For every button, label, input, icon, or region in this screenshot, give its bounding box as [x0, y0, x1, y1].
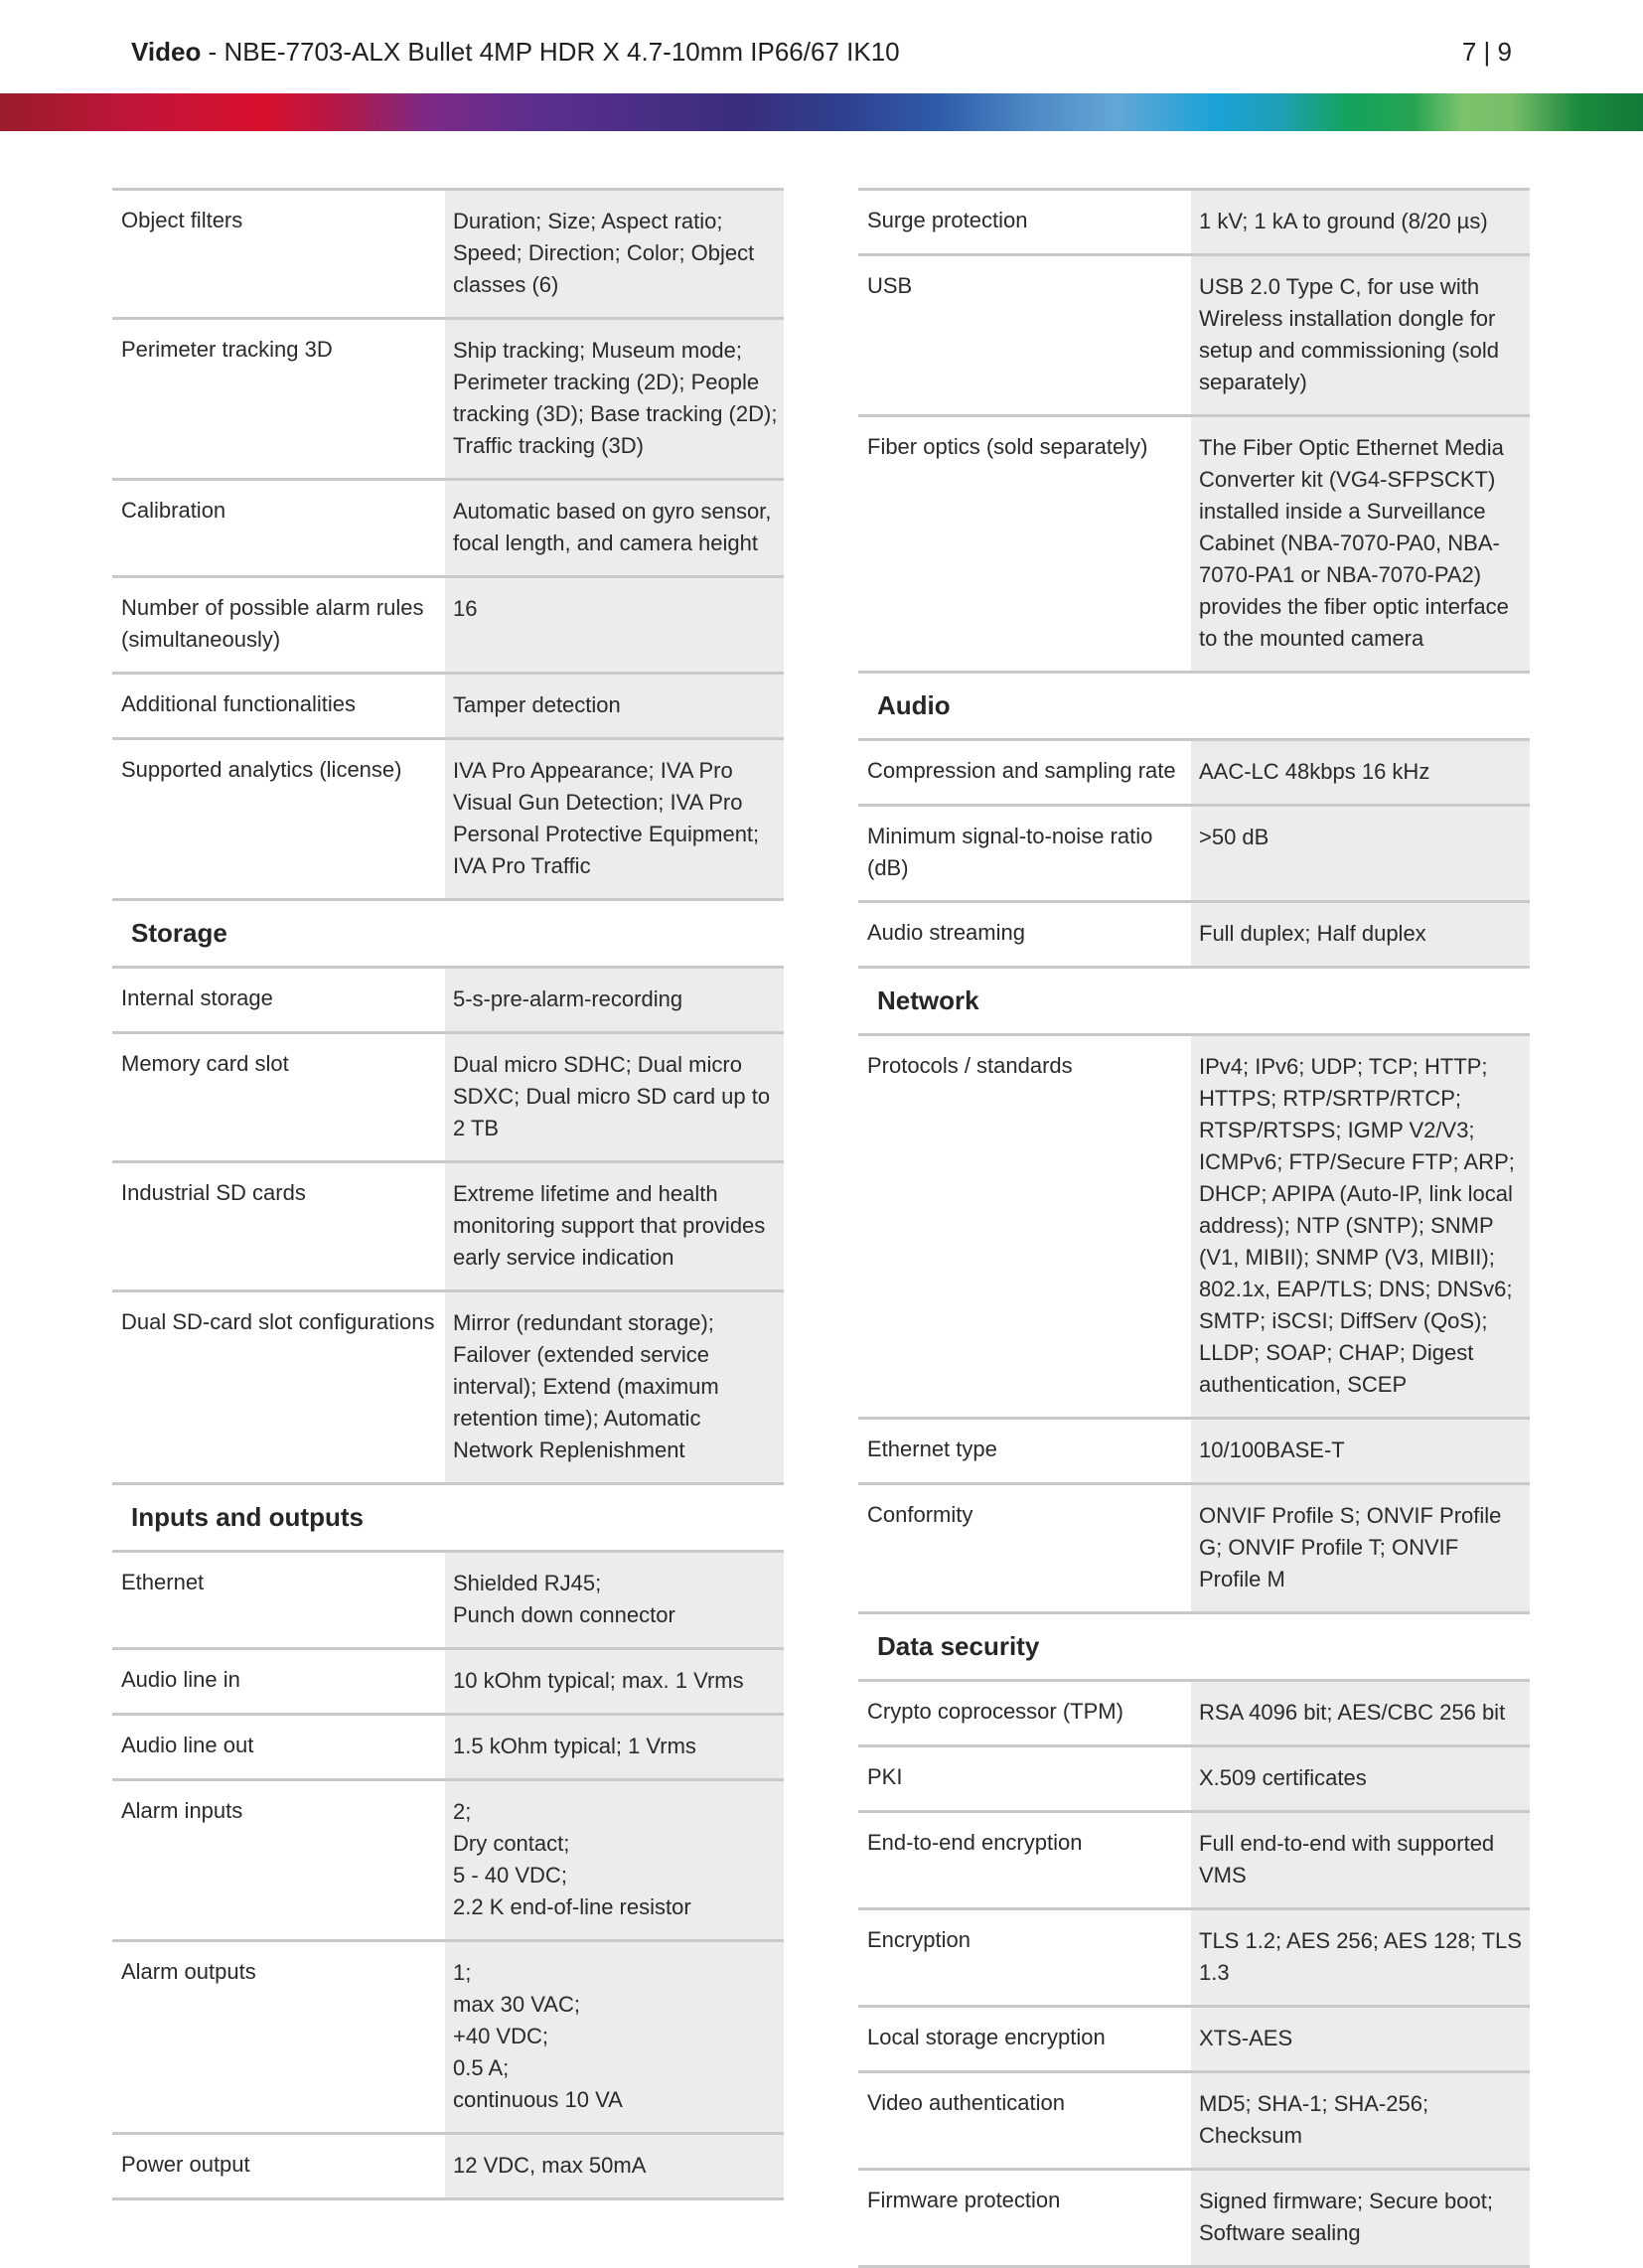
spec-column-right: [858, 188, 1530, 2268]
spec-row: [112, 1713, 784, 1778]
spec-label: Audio line out: [121, 1733, 254, 1757]
spec-label: Fiber optics (sold separately): [867, 434, 1148, 459]
spec-label: Power output: [121, 2152, 250, 2177]
spec-value: 10/100BASE-T: [1191, 1420, 1530, 1482]
spec-value: IPv4; IPv6; UDP; TCP; HTTP; HTTPS; RTP/SRTP/RTCP; RTSP/RTSPS; IGMP V2/V3; ICMPv6; FTP/Secure FTP; ARP; DHCP; APIPA (Auto-IP, link local address); NTP (SNTP); SNMP (V1, MIBII); SNMP (V3, MIBII); 802.1x, EAP/TLS; DNS; DNSv6; SMTP; iSCSI; DiffServ (QoS); LLDP; SOAP; CHAP; Digest authentication, SCEP: [1191, 1036, 1530, 1417]
spec-value: IVA Pro Appearance; IVA Pro Visual Gun Detection; IVA Pro Personal Protective Equipment; IVA Pro Traffic: [445, 740, 784, 898]
spec-label: Alarm outputs: [121, 1959, 256, 1984]
spec-label: Memory card slot: [121, 1051, 289, 1076]
spec-label: Crypto coprocessor (TPM): [867, 1699, 1123, 1724]
spec-row: [858, 414, 1530, 671]
spec-value: 1 kV; 1 kA to ground (8/20 µs): [1191, 191, 1530, 253]
spec-row: [858, 1810, 1530, 1907]
spec-row: [112, 478, 784, 575]
spec-value: TLS 1.2; AES 256; AES 128; TLS 1.3: [1191, 1910, 1530, 2005]
spec-row: [112, 317, 784, 478]
spec-label: PKI: [867, 1764, 903, 1789]
spec-label: Video authentication: [867, 2090, 1065, 2115]
spec-label: Internal storage: [121, 985, 273, 1010]
section-heading: Inputs and outputs: [112, 1482, 784, 1550]
spec-label: Conformity: [867, 1502, 973, 1527]
spec-value: 1.5 kOhm typical; 1 Vrms: [445, 1716, 784, 1778]
spec-value: Signed firmware; Secure boot; Software sealing: [1191, 2171, 1530, 2265]
spec-row: [112, 575, 784, 672]
spec-label: End-to-end encryption: [867, 1830, 1083, 1855]
spec-label: Audio streaming: [867, 920, 1025, 945]
spec-value: 1; max 30 VAC; +40 VDC; 0.5 A; continuous 10 VA: [445, 1942, 784, 2132]
spec-value: >50 dB: [1191, 807, 1530, 900]
spec-label: Ethernet: [121, 1570, 205, 1594]
page-number: 7 | 9: [1461, 37, 1512, 67]
spec-row: [112, 966, 784, 1031]
spec-row: [858, 1679, 1530, 1744]
spec-label: Protocols / standards: [867, 1053, 1073, 1078]
spec-value: Dual micro SDHC; Dual micro SDXC; Dual micro SD card up to 2 TB: [445, 1034, 784, 1160]
spec-row: [858, 1417, 1530, 1482]
spec-row: [112, 672, 784, 737]
spec-label: Perimeter tracking 3D: [121, 337, 333, 362]
spec-value: MD5; SHA-1; SHA-256; Checksum: [1191, 2073, 1530, 2168]
spec-label: Dual SD-card slot configurations: [121, 1309, 435, 1334]
spec-label: Calibration: [121, 498, 226, 523]
header-separator: -: [201, 37, 224, 67]
spec-row: [112, 1939, 784, 2132]
spec-row: [112, 1647, 784, 1713]
spec-value: Duration; Size; Aspect ratio; Speed; Direction; Color; Object classes (6): [445, 191, 784, 317]
spec-value: USB 2.0 Type C, for use with Wireless installation dongle for setup and commissioning (sold separately): [1191, 256, 1530, 414]
spec-label: Minimum signal-to-noise ratio (dB): [867, 824, 1153, 880]
spec-label: Local storage encryption: [867, 2025, 1106, 2049]
spec-value: 5-s-pre-alarm-recording: [445, 969, 784, 1031]
spec-row: [112, 1160, 784, 1289]
spec-row: [112, 1550, 784, 1647]
spec-value: The Fiber Optic Ethernet Media Converter kit (VG4-SFPSCKT) installed inside a Surveillance Cabinet (NBA-7070-PA0, NBA-7070-PA1 or NBA-7070-PA2) provides the fiber optic interface to the mounted camera: [1191, 417, 1530, 671]
spec-value: X.509 certificates: [1191, 1747, 1530, 1810]
section-heading: Storage: [112, 898, 784, 966]
spec-row: [858, 188, 1530, 253]
spec-row: [858, 2070, 1530, 2168]
spec-label: Firmware protection: [867, 2188, 1061, 2212]
section-heading: Network: [858, 966, 1530, 1033]
spec-label: Alarm inputs: [121, 1798, 243, 1823]
spec-row: [858, 1744, 1530, 1810]
spec-label: Number of possible alarm rules (simultaneously): [121, 595, 424, 652]
brand-color-band: [0, 93, 1643, 131]
spec-row: [858, 1907, 1530, 2005]
spec-value: RSA 4096 bit; AES/CBC 256 bit: [1191, 1682, 1530, 1744]
spec-label: Object filters: [121, 208, 243, 232]
spec-row: [112, 737, 784, 898]
spec-column-left: [112, 188, 784, 2200]
spec-value: Full end-to-end with supported VMS: [1191, 1813, 1530, 1907]
spec-row: [112, 1289, 784, 1482]
spec-value: AAC-LC 48kbps 16 kHz: [1191, 741, 1530, 804]
spec-row: [112, 1031, 784, 1160]
spec-row: [858, 900, 1530, 966]
spec-label: Industrial SD cards: [121, 1180, 306, 1205]
spec-row: [858, 2168, 1530, 2268]
spec-label: Encryption: [867, 1927, 971, 1952]
spec-row: [858, 2005, 1530, 2070]
spec-label: Audio line in: [121, 1667, 240, 1692]
spec-row: [858, 1482, 1530, 1611]
spec-label: Supported analytics (license): [121, 757, 402, 782]
spec-row: [112, 188, 784, 317]
spec-row: [858, 738, 1530, 804]
spec-value: Mirror (redundant storage); Failover (extended service interval); Extend (maximum retention time); Automatic Network Replenishment: [445, 1292, 784, 1482]
spec-value: Shielded RJ45; Punch down connector: [445, 1553, 784, 1647]
spec-label: USB: [867, 273, 913, 298]
header-product-title: NBE-7703-ALX Bullet 4MP HDR X 4.7-10mm IP66/67 IK10: [224, 37, 900, 67]
spec-label: Additional functionalities: [121, 691, 357, 716]
page-header: [131, 34, 1512, 74]
section-heading: Data security: [858, 1611, 1530, 1679]
spec-value: ONVIF Profile S; ONVIF Profile G; ONVIF Profile T; ONVIF Profile M: [1191, 1485, 1530, 1611]
spec-row: [858, 1033, 1530, 1417]
spec-value: Ship tracking; Museum mode; Perimeter tracking (2D); People tracking (3D); Base tracking (2D); Traffic tracking (3D): [445, 320, 784, 478]
spec-value: 2; Dry contact; 5 - 40 VDC; 2.2 K end-of-line resistor: [445, 1781, 784, 1939]
spec-value: 12 VDC, max 50mA: [445, 2135, 784, 2197]
spec-value: XTS-AES: [1191, 2008, 1530, 2070]
spec-value: 10 kOhm typical; max. 1 Vrms: [445, 1650, 784, 1713]
spec-value: Extreme lifetime and health monitoring support that provides early service indication: [445, 1163, 784, 1289]
header-category: Video: [131, 37, 202, 67]
spec-value: Full duplex; Half duplex: [1191, 903, 1530, 966]
spec-row: [112, 1778, 784, 1939]
spec-label: Compression and sampling rate: [867, 758, 1176, 783]
spec-value: Automatic based on gyro sensor, focal length, and camera height: [445, 481, 784, 575]
spec-label: Ethernet type: [867, 1436, 997, 1461]
spec-row: [858, 804, 1530, 900]
section-heading: Audio: [858, 671, 1530, 738]
spec-row: [858, 253, 1530, 414]
spec-value: Tamper detection: [445, 675, 784, 737]
spec-value: 16: [445, 578, 784, 672]
spec-label: Surge protection: [867, 208, 1028, 232]
